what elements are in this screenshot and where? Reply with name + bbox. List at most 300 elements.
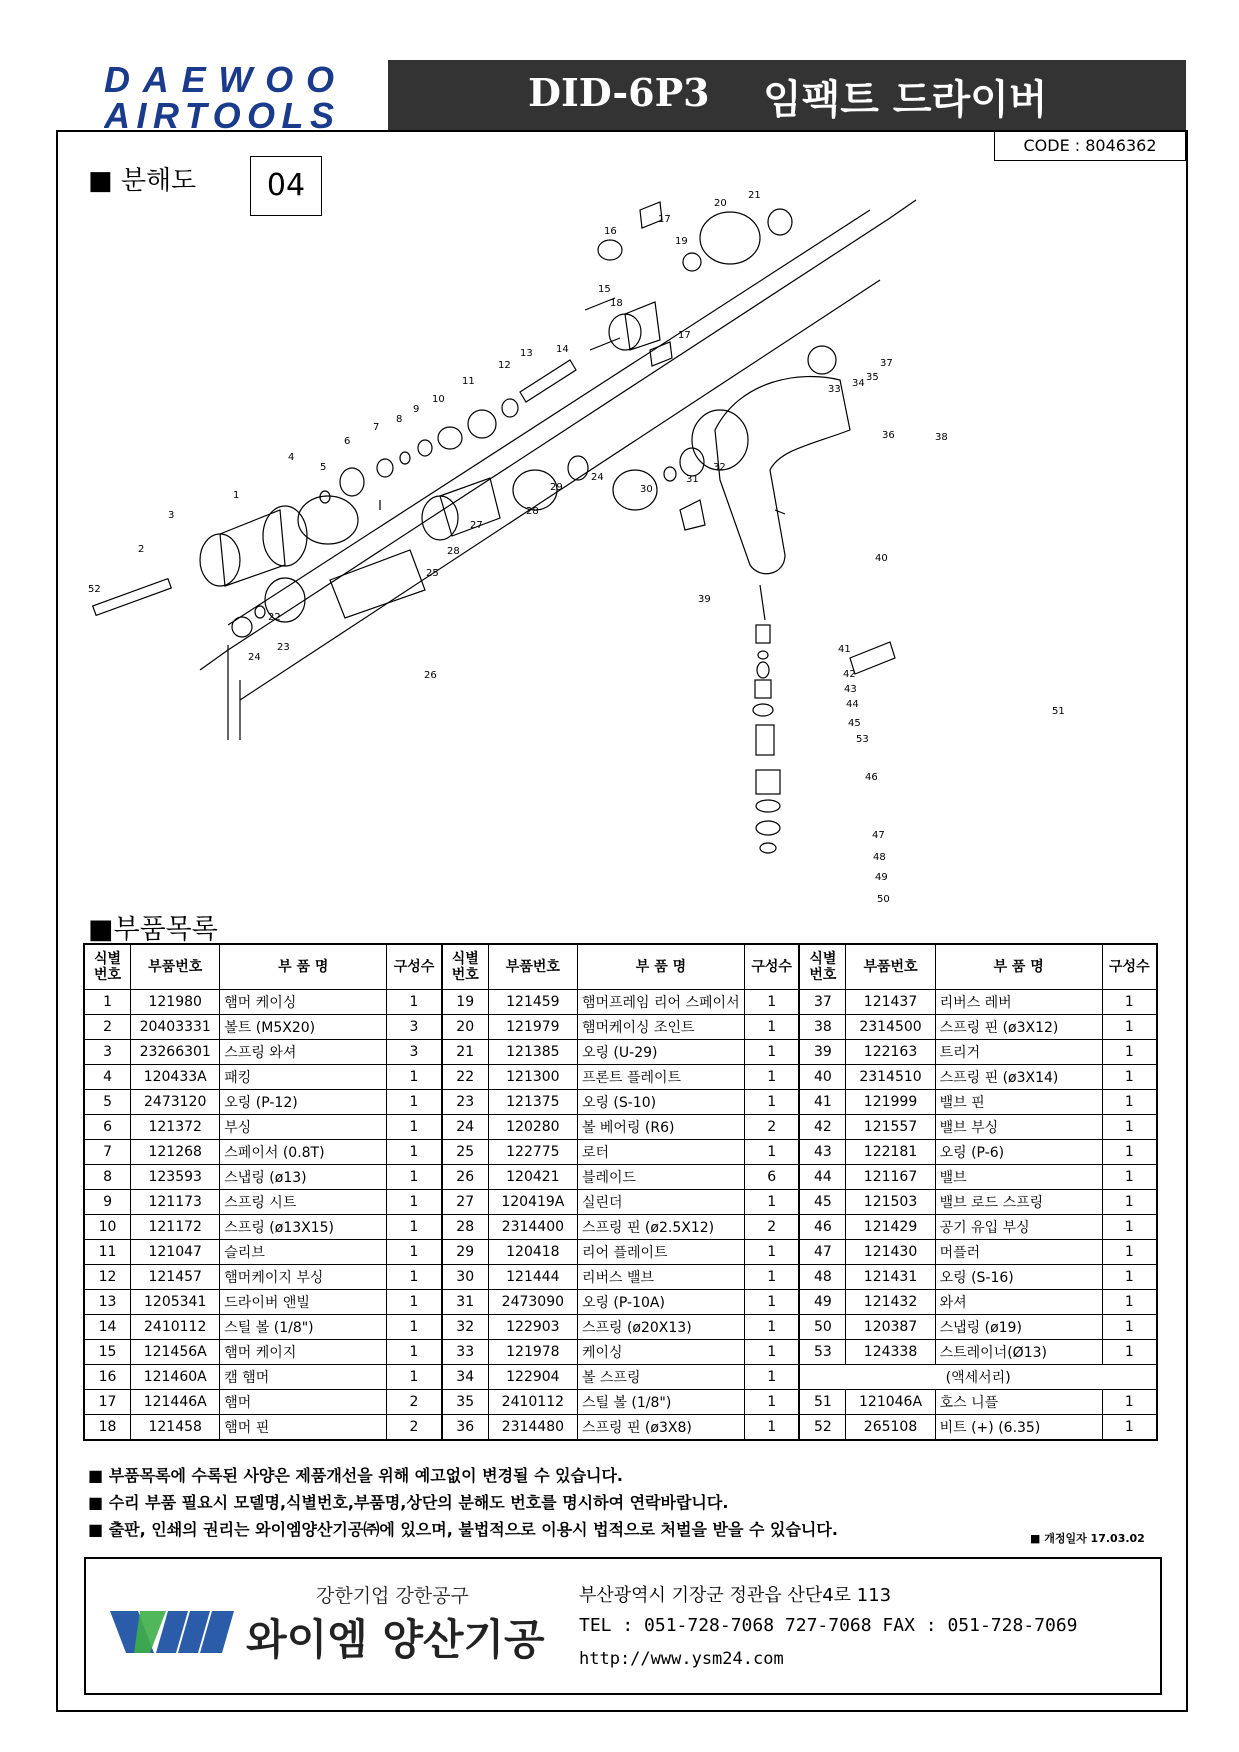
notes <box>88 1462 838 1543</box>
svg-text:36: 36 <box>882 430 895 441</box>
cell-no: 52 <box>799 1415 846 1441</box>
table-row <box>84 1290 1157 1315</box>
svg-text:24: 24 <box>591 472 604 483</box>
svg-text:15: 15 <box>598 284 611 295</box>
svg-text:8: 8 <box>396 414 403 425</box>
cell-name: 오링 (P-12) <box>220 1090 387 1115</box>
cell-part-no: 121375 <box>488 1090 577 1115</box>
cell-part-no: 121459 <box>488 990 577 1015</box>
cell-no: 20 <box>442 1015 489 1040</box>
cell-part-no: 265108 <box>846 1415 935 1441</box>
cell-qty: 1 <box>744 1040 799 1065</box>
cell-part-no: 123593 <box>131 1165 220 1190</box>
cell-qty: 1 <box>387 1190 442 1215</box>
cell-qty: 1 <box>744 1315 799 1340</box>
cell-qty: 1 <box>387 1240 442 1265</box>
cell-name: 햄머 핀 <box>220 1415 387 1441</box>
cell-no: 15 <box>84 1340 131 1365</box>
svg-text:3: 3 <box>168 510 175 521</box>
cell-part-no: 120433A <box>131 1065 220 1090</box>
cell-name: 트리거 <box>935 1040 1102 1065</box>
svg-text:37: 37 <box>880 358 893 369</box>
parts-table-header <box>84 944 1157 990</box>
cell-part-no: 121046A <box>846 1390 935 1415</box>
cell-part-no: 23266301 <box>131 1040 220 1065</box>
cell-name: 햄머 케이싱 <box>220 990 387 1015</box>
cell-no: 27 <box>442 1190 489 1215</box>
svg-text:19: 19 <box>675 236 688 247</box>
svg-text:46: 46 <box>865 772 878 783</box>
cell-part-no: 121432 <box>846 1290 935 1315</box>
cell-name: 오링 (U-29) <box>577 1040 744 1065</box>
cell-part-no: 121458 <box>131 1415 220 1441</box>
svg-text:44: 44 <box>846 699 859 710</box>
cell-qty: 1 <box>387 990 442 1015</box>
exploded-view-heading: ■ 분해도 <box>88 166 197 196</box>
svg-text:42: 42 <box>843 669 856 680</box>
cell-part-no: 20403331 <box>131 1015 220 1040</box>
cell-qty: 3 <box>387 1015 442 1040</box>
cell-name: 스프링 (ø13X15) <box>220 1215 387 1240</box>
company-address: 부산광역시 기장군 정관읍 산단4로 113 <box>579 1585 892 1606</box>
cell-part-no: 2314400 <box>488 1215 577 1240</box>
cell-no: 36 <box>442 1415 489 1441</box>
svg-text:23: 23 <box>277 642 290 653</box>
cell-qty: 1 <box>387 1090 442 1115</box>
svg-text:17: 17 <box>678 330 691 341</box>
cell-no: 40 <box>799 1065 846 1090</box>
cell-qty: 1 <box>1102 1015 1157 1040</box>
svg-text:7: 7 <box>373 422 380 433</box>
exploded-view-diagram <box>80 180 1080 940</box>
cell-part-no: 121437 <box>846 990 935 1015</box>
cell-name: 볼 스프링 <box>577 1365 744 1390</box>
cell-name: 스냅링 (ø19) <box>935 1315 1102 1340</box>
cell-no: 32 <box>442 1315 489 1340</box>
cell-part-no: 121557 <box>846 1115 935 1140</box>
svg-text:33: 33 <box>828 384 841 395</box>
cell-name: 슬리브 <box>220 1240 387 1265</box>
cell-part-no: 120280 <box>488 1115 577 1140</box>
cell-name: 드라이버 앤빌 <box>220 1290 387 1315</box>
col-qty: 구성수 <box>1102 944 1157 990</box>
cell-qty: 3 <box>387 1040 442 1065</box>
cell-name: 밸브 로드 스프링 <box>935 1190 1102 1215</box>
company-footer <box>84 1557 1162 1695</box>
table-row <box>84 1090 1157 1115</box>
model-number: DID-6P3 <box>528 70 710 115</box>
cell-part-no: 121999 <box>846 1090 935 1115</box>
cell-part-no: 121167 <box>846 1165 935 1190</box>
cell-part-no: 121430 <box>846 1240 935 1265</box>
table-row <box>84 1115 1157 1140</box>
cell-qty: 2 <box>744 1215 799 1240</box>
cell-part-no: 121300 <box>488 1065 577 1090</box>
company-name: 와이엠 양산기공 <box>246 1615 545 1664</box>
cell-qty: 1 <box>1102 1040 1157 1065</box>
cell-name: 밸브 부싱 <box>935 1115 1102 1140</box>
note-item: ■ 수리 부품 필요시 모델명,식별번호,부품명,상단의 분해도 번호를 명시하여 연락바랍니다. <box>88 1493 729 1512</box>
product-name: 임팩트 드라이버 <box>763 77 1048 123</box>
cell-qty: 1 <box>744 1240 799 1265</box>
cell-part-no: 121980 <box>131 990 220 1015</box>
cell-no: 30 <box>442 1265 489 1290</box>
cell-name: 리버스 밸브 <box>577 1265 744 1290</box>
title-bar <box>388 60 1186 130</box>
table-row <box>84 1315 1157 1340</box>
cell-qty: 1 <box>1102 1190 1157 1215</box>
daewoo-airtools-logo <box>104 60 344 132</box>
cell-name: 스페이서 (0.8T) <box>220 1140 387 1165</box>
col-name: 부 품 명 <box>220 944 387 990</box>
cell-part-no: 121446A <box>131 1390 220 1415</box>
cell-part-no: 122181 <box>846 1140 935 1165</box>
ym-logo-icon <box>110 1605 240 1659</box>
cell-name: 볼 베어링 (R6) <box>577 1115 744 1140</box>
svg-text:52: 52 <box>88 584 101 595</box>
cell-part-no: 121456A <box>131 1340 220 1365</box>
cell-no: 7 <box>84 1140 131 1165</box>
cell-no: 16 <box>84 1365 131 1390</box>
company-website: http://www.ysm24.com <box>579 1649 784 1669</box>
cell-qty: 1 <box>387 1340 442 1365</box>
cell-no: 50 <box>799 1315 846 1340</box>
svg-text:29: 29 <box>550 482 563 493</box>
svg-text:16: 16 <box>604 226 617 237</box>
cell-no: 51 <box>799 1390 846 1415</box>
svg-text:30: 30 <box>640 484 653 495</box>
cell-name: 볼트 (M5X20) <box>220 1015 387 1040</box>
cell-name: 케이싱 <box>577 1340 744 1365</box>
cell-name: 햄머 케이지 <box>220 1340 387 1365</box>
cell-no: 14 <box>84 1315 131 1340</box>
cell-qty: 1 <box>1102 1065 1157 1090</box>
cell-name: 와셔 <box>935 1290 1102 1315</box>
cell-qty: 1 <box>1102 1290 1157 1315</box>
parts-table <box>83 943 1158 1441</box>
note-item: ■ 출판, 인쇄의 권리는 와이엠양산기공㈜에 있으며, 불법적으로 이용시 법적으로 처벌을 받을 수 있습니다. <box>88 1520 838 1539</box>
parts-list-heading: ■부품목록 <box>88 914 218 945</box>
svg-text:2: 2 <box>138 544 145 555</box>
cell-part-no: 121444 <box>488 1265 577 1290</box>
svg-text:20: 20 <box>714 198 727 209</box>
cell-name: 스프링 핀 (ø3X8) <box>577 1415 744 1441</box>
cell-no: 48 <box>799 1265 846 1290</box>
cell-no: 25 <box>442 1140 489 1165</box>
svg-text:50: 50 <box>877 894 890 905</box>
col-part-no: 부품번호 <box>131 944 220 990</box>
cell-qty: 1 <box>744 1290 799 1315</box>
cell-part-no: 121047 <box>131 1240 220 1265</box>
cell-name: 공기 유입 부싱 <box>935 1215 1102 1240</box>
cell-part-no: 2473120 <box>131 1090 220 1115</box>
cell-qty: 2 <box>387 1415 442 1441</box>
table-row <box>84 1215 1157 1240</box>
cell-no: 12 <box>84 1265 131 1290</box>
company-slogan: 강한기업 강한공구 <box>316 1585 469 1607</box>
brand-line2: AIRTOOLS <box>104 95 334 132</box>
cell-no: 35 <box>442 1390 489 1415</box>
cell-part-no: 121385 <box>488 1040 577 1065</box>
svg-text:13: 13 <box>520 348 533 359</box>
svg-text:4: 4 <box>288 452 295 463</box>
cell-qty: 1 <box>1102 1165 1157 1190</box>
svg-text:28: 28 <box>447 546 460 557</box>
cell-no: 46 <box>799 1215 846 1240</box>
cell-qty: 1 <box>1102 1115 1157 1140</box>
col-no: 식별 번호 <box>84 944 131 990</box>
table-row <box>84 1240 1157 1265</box>
cell-no: 5 <box>84 1090 131 1115</box>
cell-name: 햄머케이싱 조인트 <box>577 1015 744 1040</box>
svg-text:35: 35 <box>866 372 879 383</box>
cell-name: 리어 플레이트 <box>577 1240 744 1265</box>
cell-no: 1 <box>84 990 131 1015</box>
cell-no: 13 <box>84 1290 131 1315</box>
svg-text:21: 21 <box>748 190 761 201</box>
cell-name: 오링 (P-6) <box>935 1140 1102 1165</box>
cell-part-no: 121172 <box>131 1215 220 1240</box>
table-row <box>84 1015 1157 1040</box>
col-qty: 구성수 <box>387 944 442 990</box>
svg-text:17: 17 <box>658 214 671 225</box>
cell-no: 41 <box>799 1090 846 1115</box>
cell-no: 19 <box>442 990 489 1015</box>
cell-qty: 1 <box>387 1140 442 1165</box>
svg-text:47: 47 <box>872 830 885 841</box>
cell-part-no: 1205341 <box>131 1290 220 1315</box>
cell-no: 53 <box>799 1340 846 1365</box>
svg-text:9: 9 <box>413 404 420 415</box>
cell-no: 6 <box>84 1115 131 1140</box>
cell-qty: 1 <box>744 1265 799 1290</box>
svg-text:26: 26 <box>424 670 437 681</box>
cell-no: 4 <box>84 1065 131 1090</box>
cell-no: 49 <box>799 1290 846 1315</box>
cell-name: 스냅링 (ø13) <box>220 1165 387 1190</box>
cell-qty: 1 <box>1102 1265 1157 1290</box>
svg-text:5: 5 <box>320 462 327 473</box>
cell-qty: 1 <box>1102 1390 1157 1415</box>
cell-qty: 1 <box>1102 1140 1157 1165</box>
cell-qty: 1 <box>1102 990 1157 1015</box>
cell-name: 오링 (S-10) <box>577 1090 744 1115</box>
cell-name: 스프링 (ø20X13) <box>577 1315 744 1340</box>
cell-name: 스프링 핀 (ø3X14) <box>935 1065 1102 1090</box>
cell-qty: 1 <box>387 1315 442 1340</box>
cell-no: 17 <box>84 1390 131 1415</box>
col-name: 부 품 명 <box>935 944 1102 990</box>
brand-line1: DAEWOO <box>104 60 334 100</box>
cell-part-no: 121429 <box>846 1215 935 1240</box>
table-row <box>84 1265 1157 1290</box>
cell-name: 비트 (+) (6.35) <box>935 1415 1102 1441</box>
svg-text:22: 22 <box>268 612 281 623</box>
cell-no: 23 <box>442 1090 489 1115</box>
cell-name: 실린더 <box>577 1190 744 1215</box>
cell-qty: 1 <box>744 1340 799 1365</box>
svg-text:49: 49 <box>875 872 888 883</box>
cell-no: 28 <box>442 1215 489 1240</box>
cell-qty: 1 <box>744 1190 799 1215</box>
cell-name: 스트레이너(Ø13) <box>935 1340 1102 1365</box>
cell-qty: 1 <box>387 1165 442 1190</box>
cell-qty: 1 <box>387 1215 442 1240</box>
cell-no: 3 <box>84 1040 131 1065</box>
svg-text:48: 48 <box>873 852 886 863</box>
svg-text:18: 18 <box>610 298 623 309</box>
revision-date: ■ 개정일자 17.03.02 <box>1030 1532 1145 1545</box>
svg-text:31: 31 <box>686 474 699 485</box>
cell-no: 29 <box>442 1240 489 1265</box>
cell-no: 37 <box>799 990 846 1015</box>
table-row <box>84 1165 1157 1190</box>
cell-part-no: 120387 <box>846 1315 935 1340</box>
parts-table-body <box>84 990 1157 1441</box>
cell-qty: 1 <box>744 1390 799 1415</box>
cell-no: 10 <box>84 1215 131 1240</box>
cell-no: 47 <box>799 1240 846 1265</box>
cell-name: 블레이드 <box>577 1165 744 1190</box>
table-row <box>84 1140 1157 1165</box>
cell-name: 스틸 볼 (1/8") <box>577 1390 744 1415</box>
cell-name: 머플러 <box>935 1240 1102 1265</box>
svg-text:53: 53 <box>856 734 869 745</box>
cell-part-no: 2473090 <box>488 1290 577 1315</box>
cell-name: 스프링 시트 <box>220 1190 387 1215</box>
cell-qty: 1 <box>387 1365 442 1390</box>
cell-name: 스프링 핀 (ø3X12) <box>935 1015 1102 1040</box>
svg-text:45: 45 <box>848 718 861 729</box>
cell-part-no: 121503 <box>846 1190 935 1215</box>
cell-name: 햄머 <box>220 1390 387 1415</box>
cell-no: 38 <box>799 1015 846 1040</box>
svg-text:34: 34 <box>852 378 865 389</box>
cell-name: 밸브 핀 <box>935 1090 1102 1115</box>
table-row <box>84 1040 1157 1065</box>
cell-name: 캠 햄머 <box>220 1365 387 1390</box>
cell-qty: 1 <box>387 1265 442 1290</box>
cell-qty: 1 <box>744 1415 799 1441</box>
col-part-no: 부품번호 <box>488 944 577 990</box>
col-name: 부 품 명 <box>577 944 744 990</box>
cell-name: 로터 <box>577 1140 744 1165</box>
cell-no: 26 <box>442 1165 489 1190</box>
svg-text:11: 11 <box>462 376 475 387</box>
svg-text:32: 32 <box>713 462 726 473</box>
cell-qty: 1 <box>1102 1315 1157 1340</box>
cell-no: 31 <box>442 1290 489 1315</box>
cell-part-no: 124338 <box>846 1340 935 1365</box>
company-phone: TEL : 051-728-7068 727-7068 FAX : 051-728-7069 <box>579 1615 1078 1636</box>
cell-no: 18 <box>84 1415 131 1441</box>
cell-part-no: 2410112 <box>131 1315 220 1340</box>
product-code: CODE : 8046362 <box>994 131 1186 161</box>
svg-text:24: 24 <box>248 652 261 663</box>
svg-text:38: 38 <box>935 432 948 443</box>
cell-name: 스프링 핀 (ø2.5X12) <box>577 1215 744 1240</box>
svg-text:12: 12 <box>498 360 511 371</box>
cell-qty: 1 <box>1102 1215 1157 1240</box>
cell-no: 43 <box>799 1140 846 1165</box>
table-row <box>84 990 1157 1015</box>
svg-text:25: 25 <box>426 568 439 579</box>
cell-no: 9 <box>84 1190 131 1215</box>
svg-text:41: 41 <box>838 644 851 655</box>
svg-text:6: 6 <box>344 436 351 447</box>
cell-part-no: 2314480 <box>488 1415 577 1441</box>
cell-qty: 2 <box>387 1390 442 1415</box>
svg-text:27: 27 <box>470 520 483 531</box>
cell-name: 부싱 <box>220 1115 387 1140</box>
table-row <box>84 1390 1157 1415</box>
cell-no: 44 <box>799 1165 846 1190</box>
cell-part-no: 2314500 <box>846 1015 935 1040</box>
cell-qty: 1 <box>1102 1240 1157 1265</box>
cell-part-no: 121979 <box>488 1015 577 1040</box>
svg-text:10: 10 <box>432 394 445 405</box>
cell-qty: 1 <box>387 1065 442 1090</box>
cell-part-no: 121457 <box>131 1265 220 1290</box>
cell-name: 리버스 레버 <box>935 990 1102 1015</box>
cell-no: 21 <box>442 1040 489 1065</box>
table-row <box>84 1415 1157 1441</box>
cell-part-no: 120421 <box>488 1165 577 1190</box>
cell-name: 프론트 플레이트 <box>577 1065 744 1090</box>
cell-qty: 1 <box>744 990 799 1015</box>
cell-name: 호스 니플 <box>935 1390 1102 1415</box>
col-no: 식별 번호 <box>799 944 846 990</box>
svg-text:28: 28 <box>526 506 539 517</box>
cell-name: 오링 (S-16) <box>935 1265 1102 1290</box>
cell-qty: 1 <box>1102 1340 1157 1365</box>
cell-name: 햄머케이지 부싱 <box>220 1265 387 1290</box>
cell-no: 24 <box>442 1115 489 1140</box>
svg-text:43: 43 <box>844 684 857 695</box>
cell-no: 34 <box>442 1365 489 1390</box>
cell-no: 11 <box>84 1240 131 1265</box>
cell-qty: 1 <box>744 1365 799 1390</box>
cell-qty: 1 <box>1102 1090 1157 1115</box>
cell-qty: 1 <box>744 1140 799 1165</box>
table-row <box>84 1190 1157 1215</box>
cell-name: 패킹 <box>220 1065 387 1090</box>
svg-text:39: 39 <box>698 594 711 605</box>
cell-no: 39 <box>799 1040 846 1065</box>
accessory-label: (액세서리) <box>799 1365 1157 1390</box>
cell-qty: 1 <box>744 1065 799 1090</box>
cell-name: 밸브 <box>935 1165 1102 1190</box>
cell-part-no: 121431 <box>846 1265 935 1290</box>
cell-no: 45 <box>799 1190 846 1215</box>
cell-qty: 1 <box>744 1015 799 1040</box>
cell-part-no: 122904 <box>488 1365 577 1390</box>
cell-part-no: 120418 <box>488 1240 577 1265</box>
cell-part-no: 121978 <box>488 1340 577 1365</box>
cell-name: 오링 (P-10A) <box>577 1290 744 1315</box>
cell-part-no: 121372 <box>131 1115 220 1140</box>
svg-text:40: 40 <box>875 553 888 564</box>
svg-text:51: 51 <box>1052 706 1065 717</box>
cell-part-no: 120419A <box>488 1190 577 1215</box>
cell-part-no: 121460A <box>131 1365 220 1390</box>
table-row <box>84 1340 1157 1365</box>
cell-part-no: 2410112 <box>488 1390 577 1415</box>
col-part-no: 부품번호 <box>846 944 935 990</box>
cell-name: 햄머프레임 리어 스페이서 <box>577 990 744 1015</box>
cell-part-no: 2314510 <box>846 1065 935 1090</box>
diagram-page-number: 04 <box>250 156 322 216</box>
